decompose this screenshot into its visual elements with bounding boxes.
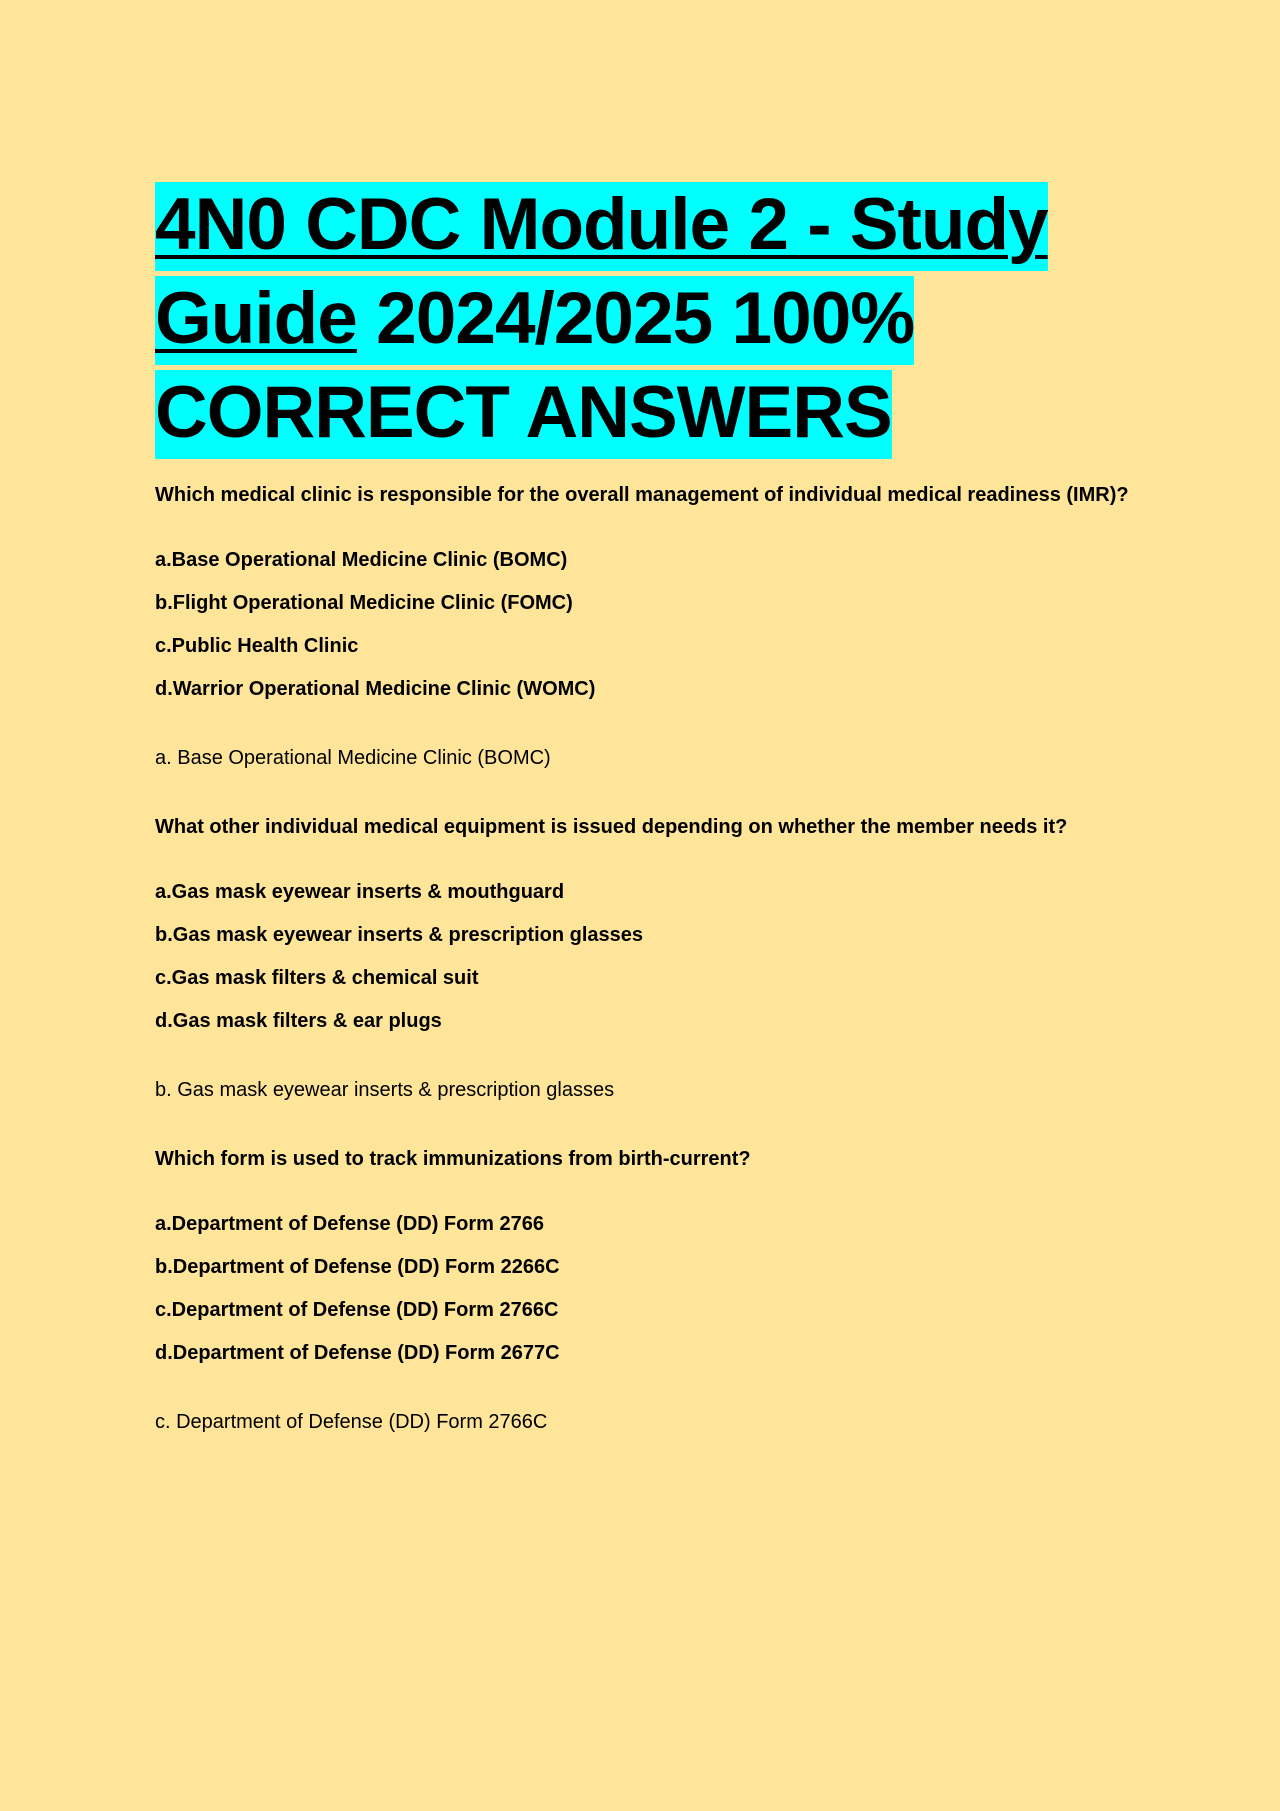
answer-text: a. Base Operational Medicine Clinic (BOMC): [155, 747, 551, 769]
option-list: [155, 1203, 1135, 1375]
question-text: Which medical clinic is responsible for the overall management of individual medical readiness (IMR)?: [155, 484, 1129, 506]
title-line-3: CORRECT ANSWERS: [155, 372, 892, 453]
option-item: b.Gas mask eyewear inserts & prescription glasses: [155, 924, 644, 946]
question-text: What other individual medical equipment is issued depending on whether the member needs it?: [155, 816, 1068, 838]
option-item: c.Gas mask filters & chemical suit: [155, 967, 479, 989]
option-item: d.Department of Defense (DD) Form 2677C: [155, 1342, 560, 1364]
question-block: [155, 474, 1135, 780]
document-title: [155, 178, 1135, 460]
title-line-2-rest: 2024/2025 100%: [356, 278, 915, 359]
option-item: a.Department of Defense (DD) Form 2766: [155, 1213, 544, 1235]
option-item: a.Gas mask eyewear inserts & mouthguard: [155, 881, 565, 903]
option-item: c.Public Health Clinic: [155, 635, 359, 657]
question-block: [155, 806, 1135, 1112]
title-line-1: 4N0 CDC Module 2 - Study: [155, 184, 1048, 265]
option-item: d.Warrior Operational Medicine Clinic (WOMC): [155, 678, 596, 700]
question-block: [155, 1138, 1135, 1444]
option-item: d.Gas mask filters & ear plugs: [155, 1010, 442, 1032]
option-list: [155, 539, 1135, 711]
answer-text: c. Department of Defense (DD) Form 2766C: [155, 1411, 548, 1433]
option-list: [155, 871, 1135, 1043]
option-item: a.Base Operational Medicine Clinic (BOMC): [155, 549, 568, 571]
option-item: b.Flight Operational Medicine Clinic (FOMC): [155, 592, 573, 614]
option-item: c.Department of Defense (DD) Form 2766C: [155, 1299, 559, 1321]
title-line-2-underlined: Guide: [155, 278, 357, 359]
document-page: [155, 178, 1135, 1444]
option-item: b.Department of Defense (DD) Form 2266C: [155, 1256, 560, 1278]
question-text: Which form is used to track immunizations from birth-current?: [155, 1148, 751, 1170]
answer-text: b. Gas mask eyewear inserts & prescription glasses: [155, 1079, 615, 1101]
